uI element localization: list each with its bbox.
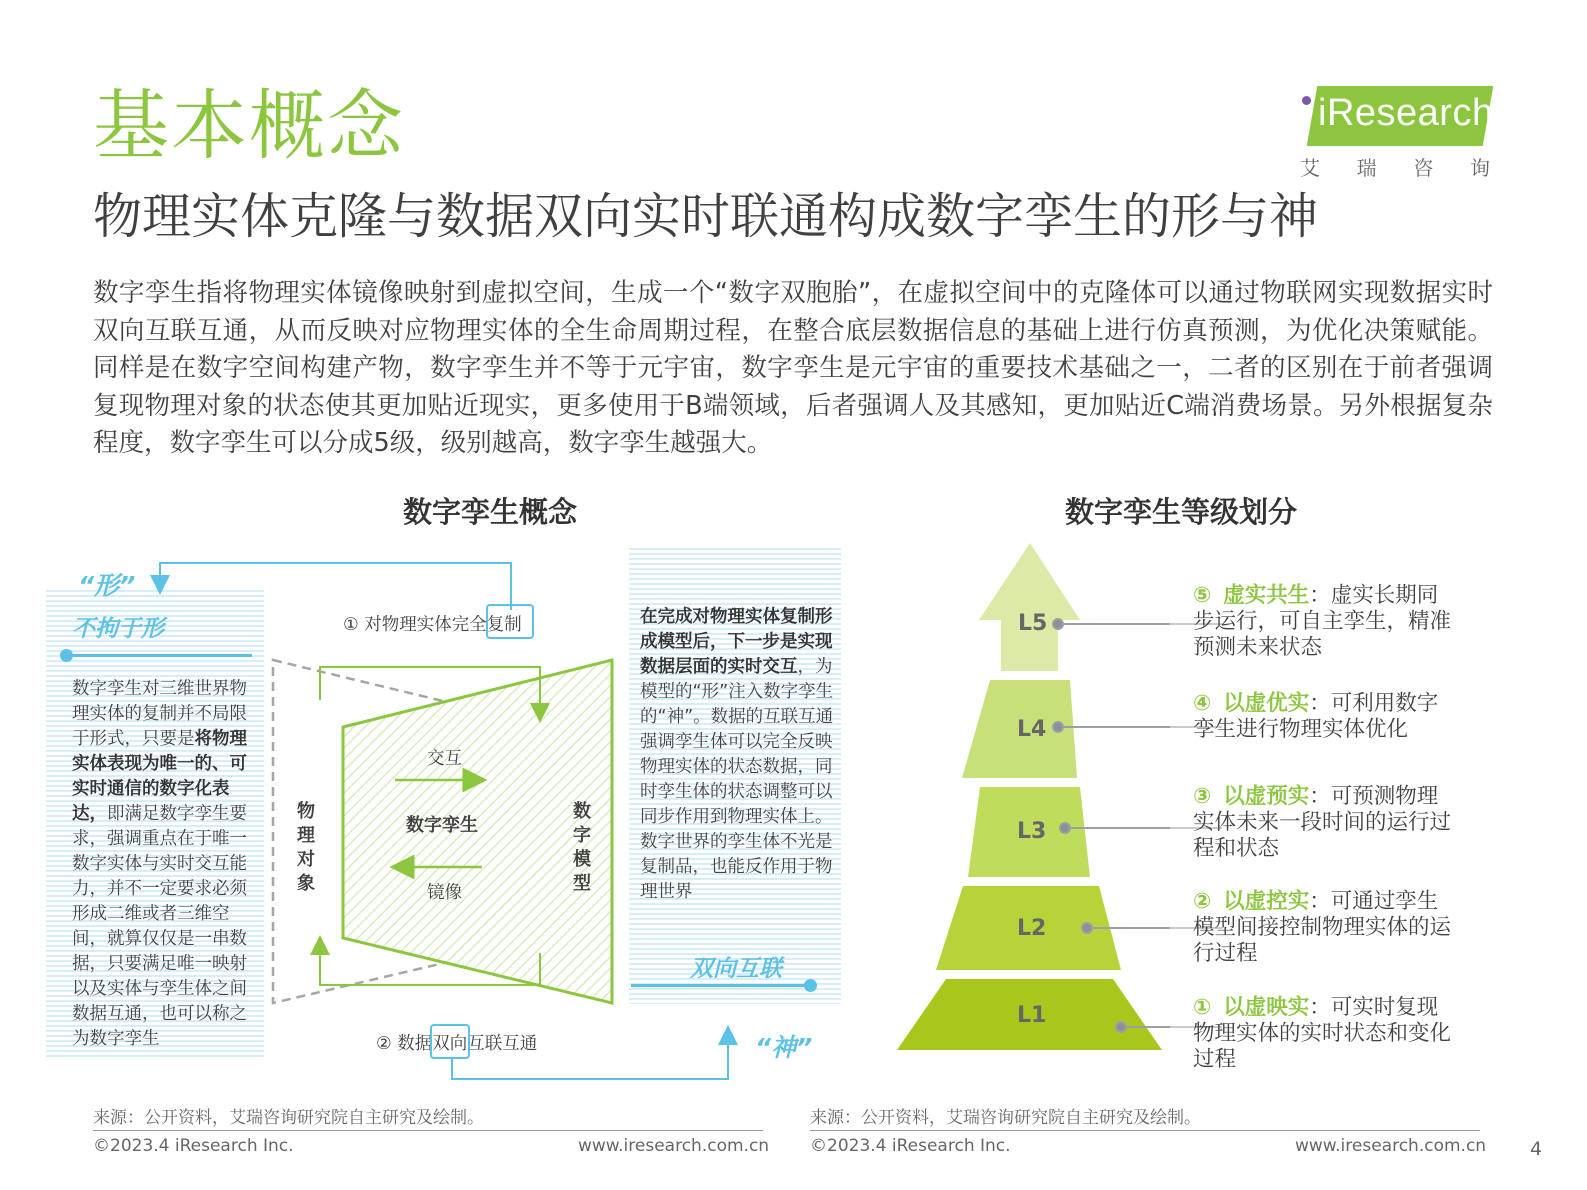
step2-label: ② 数据双向互联互通 [376,1034,538,1054]
page-subtitle: 物理实体克隆与数据双向实时联通构成数字孪生的形与神 [93,188,1319,245]
url-left[interactable]: www.iresearch.com.cn [578,1136,770,1156]
shen-label: “神” [755,1033,813,1062]
step1-label: ① 对物理实体完全复制 [343,615,522,635]
level-label-l3: L3 [1017,819,1047,844]
step2-highlight-box [430,1024,470,1059]
step1-highlight-box [486,604,534,639]
page-title: 基本概念 [93,81,405,170]
xing-script: 不拘于形 [72,616,164,642]
copyright-left: ©2023.4 iResearch Inc. [93,1136,294,1156]
level-label-l4: L4 [1017,717,1047,742]
physical-object-label: 物理对象 [297,801,315,894]
logo-chinese: 艾 瑞 咨 询 [1300,156,1490,180]
level-label-l1: L1 [1017,1003,1047,1028]
level-desc-l2: ② 以虚控实：可通过孪生模型间接控制物理实体的运行过程 [1193,889,1452,966]
page-number: 4 [1530,1138,1543,1160]
level-label-l5: L5 [1018,611,1048,636]
intro-paragraph: 数字孪生指将物理实体镜像映射到虚拟空间，生成一个“数字双胞胎”，在虚拟空间中的克隆体可以通过物联网实现数据实时双向互联互通，从而反映对应物理实体的全生命周期过程，在整合底层数据信息的基础上进行仿真预测，为优化决策赋能。同样是在数字空间构建产物，数字孪生并不等于元宇宙，数字孪生是元宇宙的重要技术基础之一，二者的区别在于前者强调复现物理对象的状态使其更加贴近现实，更多使用于B端领域，后者强调人及其感知，更加贴近C端消费场景。另外根据复杂程度，数字孪生可以分成5级，级别越高，数字孪生越强大。 [93,278,1493,458]
level-desc-l4: ④ 以虚优实：可利用数字孪生进行物理实体优化 [1193,691,1439,742]
footer-rule-right [810,1130,1480,1131]
form-description: 数字孪生对三维世界物理实体的复制并不局限于形式，只要是将物理实体表现为唯一的、可实时通信的数字化表达，即满足数字孪生要求，强调重点在于唯一数字实体与实时交互能力，并不一定要求必须形成二维或者三维空间，就算仅仅是一串数据，只要满足唯一映射以及实体与孪生体之间数据互通，也可以称之为数字孪生 [72,679,247,1049]
xing-dot [60,649,73,662]
logo-dot-icon [1302,96,1311,105]
pyramid-l5 [979,543,1080,671]
spirit-description: 在完成对物理实体复制形成模型后，下一步是实现数据层面的实时交互，为模型的“形”注入数字孪生的“神”。数据的互联互通强调孪生体可以完全反映物理实体的状态数据，同时孪生体的状态调整可以同步作用到物理实体上。数字世界的孪生体不光是复制品，也能反作用于物理世界 [640,607,834,902]
level-desc-l3: ③ 以虚预实：可预测物理实体未来一段时间的运行过程和状态 [1193,784,1452,861]
xing-label: “形” [78,571,136,600]
interact-label: 交互 [427,749,462,769]
logo-text: iResearch [1318,92,1494,134]
copyright-right: ©2023.4 iResearch Inc. [810,1136,1011,1156]
level-label-l2: L2 [1017,916,1047,941]
levels-section-title: 数字孪生等级划分 [1065,495,1298,529]
concept-section-title: 数字孪生概念 [403,495,578,529]
iresearch-logo [1298,86,1498,180]
copy-connector [160,563,511,610]
footer-rule-left [93,1130,763,1131]
center-label: 数字孪生 [406,815,478,836]
url-right[interactable]: www.iresearch.com.cn [1295,1136,1487,1156]
source-left: 来源：公开资料，艾瑞咨询研究院自主研究及绘制。 [93,1108,484,1128]
level-desc-l1: ① 以虚映实：可实时复现物理实体的实时状态和变化过程 [1193,995,1452,1072]
digital-model-label: 数字模型 [573,801,591,894]
shen-script: 双向互联 [690,956,782,982]
mirror-label: 镜像 [427,883,462,903]
level-desc-l5: ⑤ 虚实共生：虚实长期同步运行，可自主孪生，精准预测未来状态 [1193,583,1452,660]
source-right: 来源：公开资料，艾瑞咨询研究院自主研究及绘制。 [810,1108,1201,1128]
